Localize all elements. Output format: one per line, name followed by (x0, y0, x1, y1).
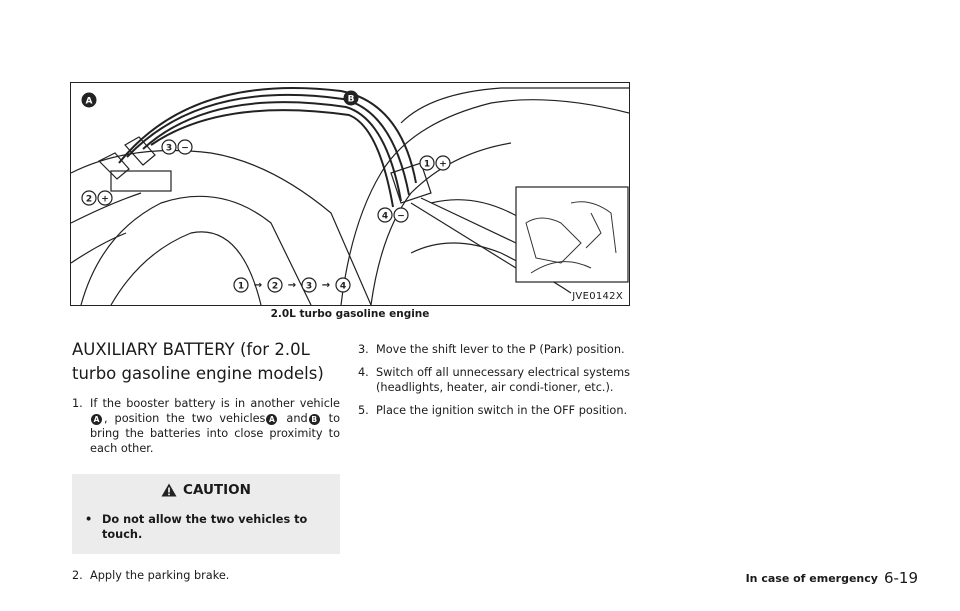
caution-title-text: CAUTION (183, 482, 251, 498)
heading-line-1: AUXILIARY BATTERY (for 2.0L (72, 340, 310, 359)
vehicle-b-badge: B (309, 414, 320, 425)
section-heading (72, 338, 340, 386)
sequence-step-4: 4 (339, 281, 347, 292)
step-number: 1. (72, 397, 83, 410)
callout-1: 1 (423, 159, 431, 170)
jump-start-illustration (70, 82, 630, 306)
callout-3: 3 (165, 143, 173, 154)
step-5 (358, 403, 630, 418)
caution-item-text: Do not allow the two vehicles to touch. (102, 513, 308, 541)
label-a-text: A (85, 96, 93, 107)
step-text: to bring the batteries into close proximity to each other. (90, 412, 340, 455)
right-column (358, 342, 630, 426)
callout-1-plus: + (439, 159, 447, 170)
step-1 (72, 396, 340, 456)
step-number: 4. (358, 366, 369, 379)
step-number: 3. (358, 343, 369, 356)
sequence-arrow-3: → (321, 280, 331, 291)
caution-item (82, 512, 330, 542)
step-text: If the booster battery is in another vehicle (90, 397, 340, 410)
heading-line-2: turbo gasoline engine models) (72, 364, 324, 383)
vehicle-a-badge: A (266, 414, 277, 425)
step-text: Switch off all unnecessary electrical systems (headlights, heater, air condi-tioner, etc.). (376, 366, 630, 394)
step-text: Place the ignition switch in the OFF position. (376, 404, 628, 417)
figure-caption: 2.0L turbo gasoline engine (270, 308, 430, 320)
warning-triangle-icon (161, 483, 177, 497)
caution-title (82, 482, 330, 498)
sequence-step-1: 1 (237, 281, 245, 292)
figure-code: JVE0142X (572, 291, 623, 302)
sequence-arrow-1: → (253, 280, 263, 291)
sequence-arrow-2: → (287, 280, 297, 291)
engine-bay-drawing (71, 83, 629, 305)
left-column (72, 338, 340, 591)
sequence-step-2: 2 (271, 281, 279, 292)
step-text: Move the shift lever to the P (Park) position. (376, 343, 625, 356)
footer-section: In case of emergency (745, 572, 878, 585)
page-footer (746, 569, 918, 587)
connection-sequence (234, 278, 350, 292)
step-number: 2. (72, 569, 83, 582)
callout-2-plus: + (101, 194, 109, 205)
step-text: Apply the parking brake. (90, 569, 230, 582)
label-b-text: B (347, 94, 355, 105)
caution-box (72, 474, 340, 554)
callout-4-minus: − (397, 211, 405, 222)
step-2 (72, 568, 340, 583)
step-number: 5. (358, 404, 369, 417)
page-number: 6-19 (883, 569, 918, 587)
bullet: • (85, 513, 93, 526)
callout-4: 4 (381, 211, 389, 222)
step-3 (358, 342, 630, 357)
callout-2: 2 (85, 194, 93, 205)
step-text: , position the two vehicles (104, 412, 266, 425)
sequence-step-3: 3 (305, 281, 313, 292)
step-text: and (286, 412, 308, 425)
vehicle-a-badge: A (91, 414, 102, 425)
callout-3-minus: − (181, 143, 189, 154)
step-4 (358, 365, 630, 395)
